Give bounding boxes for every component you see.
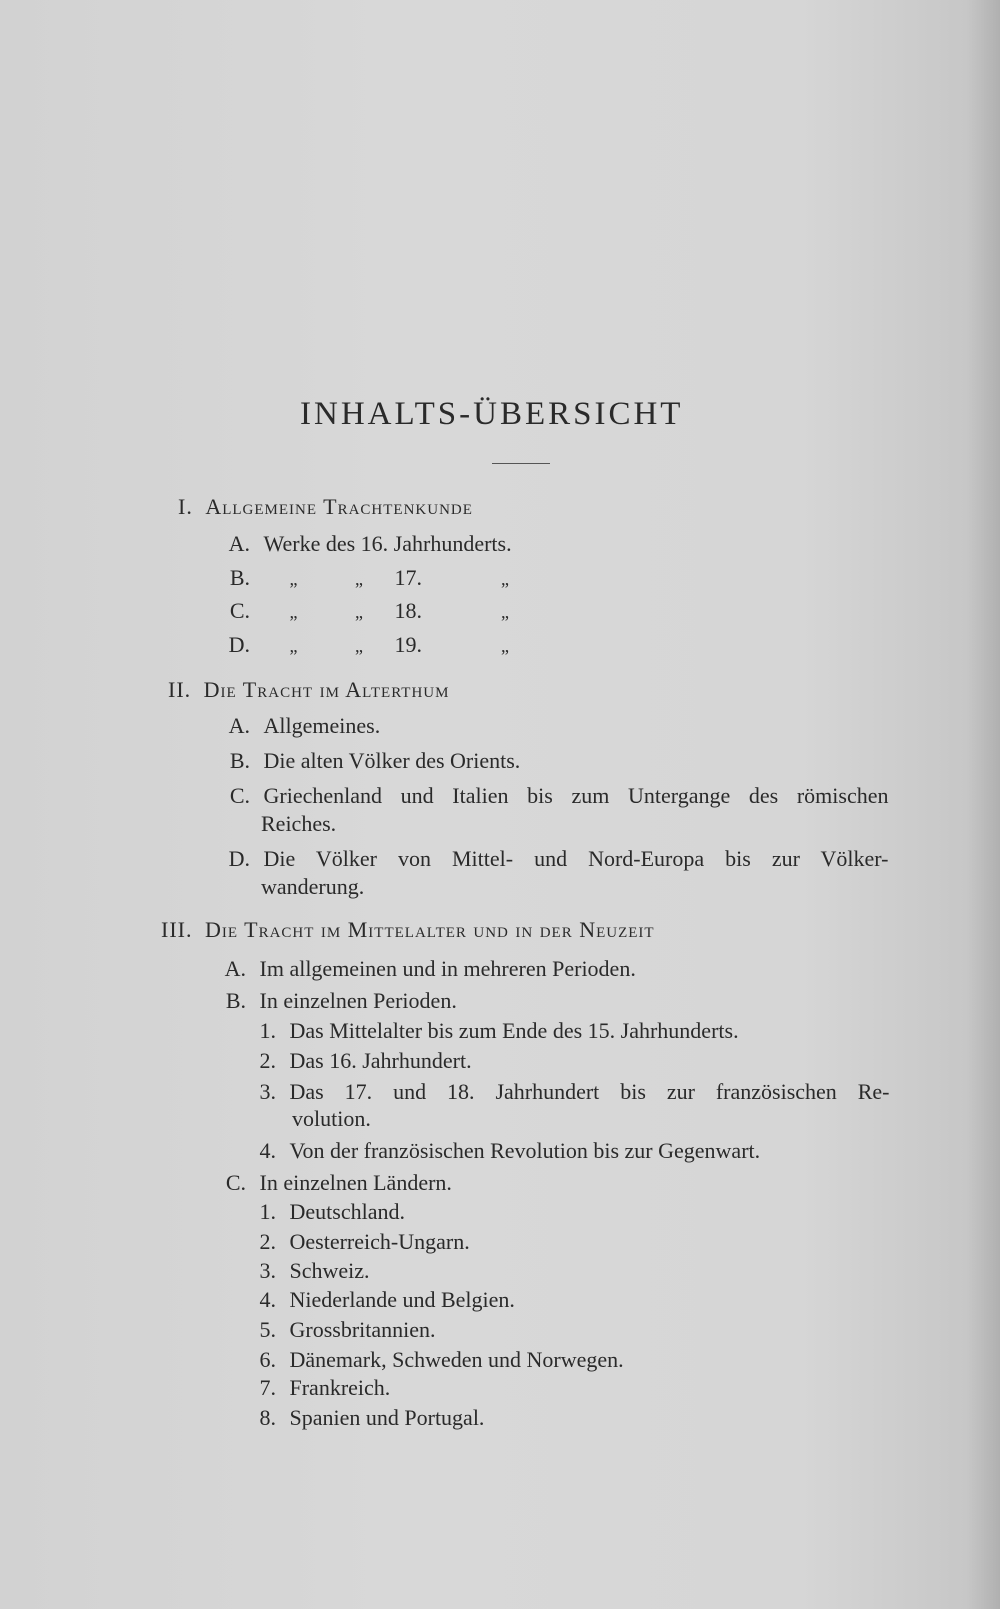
ditto-mark: „: [355, 602, 363, 622]
toc-subentry: [254, 1199, 405, 1225]
toc-entry: [222, 748, 520, 774]
toc-subentry: [254, 1375, 390, 1401]
toc-subentry: [254, 1258, 370, 1284]
toc-entry: [218, 1170, 452, 1196]
entry-text: Die Völker von Mittel- und Nord-Europa bis zur Völker-: [263, 846, 889, 871]
century: 19.: [394, 632, 422, 657]
ditto-mark: „: [289, 636, 298, 656]
toc-entry: [222, 846, 889, 872]
entry-letter: B.: [225, 988, 246, 1013]
subentry-number: 5.: [259, 1317, 276, 1342]
toc-subentry: [254, 1018, 739, 1044]
page-edge-shadow: [966, 0, 1000, 1609]
toc-entry: [222, 565, 520, 592]
subentry-continuation: volution.: [292, 1106, 371, 1131]
subentry-text: Spanien und Portugal.: [289, 1405, 485, 1430]
toc-subentry: [254, 1347, 624, 1373]
subentry-text: Grossbritannien.: [289, 1317, 436, 1342]
subentry-text: Oesterreich-Ungarn.: [289, 1229, 470, 1254]
entry-text: In einzelnen Perioden.: [259, 988, 457, 1013]
subentry-text: Schweiz.: [289, 1258, 370, 1283]
toc-entry: [222, 598, 520, 625]
entry-text: Werke des 16. Jahrhunderts.: [263, 531, 512, 556]
century: 17.: [394, 565, 422, 590]
subentry-number: 1.: [259, 1018, 276, 1043]
entry-letter: B.: [229, 565, 250, 590]
section-heading-3: [161, 917, 655, 943]
subentry-number: 2.: [259, 1229, 276, 1254]
toc-entry: [218, 988, 457, 1014]
subentry-text: Frankreich.: [289, 1375, 391, 1400]
toc-entry: [222, 632, 520, 659]
subentry-number: 8.: [259, 1405, 276, 1430]
section-heading-2: [168, 677, 449, 703]
subentry-number: 2.: [259, 1048, 276, 1073]
subentry-number: 3.: [259, 1079, 276, 1104]
page-title: INHALTS-ÜBERSICHT: [300, 396, 684, 432]
ditto-mark: „: [501, 636, 509, 656]
entry-text: Im allgemeinen und in mehreren Perioden.: [259, 956, 636, 981]
subentry-number: 4.: [259, 1138, 276, 1163]
section-numeral: I.: [178, 494, 193, 519]
toc-subentry: [254, 1138, 760, 1164]
subentry-number: 7.: [259, 1375, 276, 1400]
entry-letter: A.: [228, 531, 250, 556]
entry-text: Allgemeines.: [263, 713, 381, 738]
entry-letter: A.: [228, 713, 250, 738]
subentry-number: 3.: [259, 1258, 276, 1283]
subentry-text: Von der französischen Revolution bis zur Gegenwart.: [289, 1138, 761, 1163]
entry-text: Griechenland und Italien bis zum Untergange des römischen: [263, 783, 889, 808]
ditto-mark: „: [355, 569, 363, 589]
section-title: Die Tracht im Alterthum: [203, 677, 450, 702]
entry-letter: A.: [224, 956, 246, 981]
section-title: Die Tracht im Mittelalter und in der Neuzeit: [204, 917, 655, 942]
toc-subentry: [254, 1287, 515, 1313]
section-heading-1: [178, 494, 473, 520]
section-numeral: III.: [161, 917, 193, 942]
ditto-mark: „: [289, 602, 298, 622]
title-rule: [492, 463, 550, 464]
subentry-number: 1.: [259, 1199, 276, 1224]
ditto-mark: „: [289, 569, 298, 589]
toc-entry: [222, 531, 512, 557]
entry-letter: B.: [229, 748, 250, 773]
toc-entry: [218, 956, 636, 982]
subentry-number: 4.: [259, 1287, 276, 1312]
subentry-text: Deutschland.: [289, 1199, 405, 1224]
subentry-text: Das 16. Jahrhundert.: [289, 1048, 472, 1073]
toc-subentry: [254, 1048, 472, 1074]
entry-text: Die alten Völker des Orients.: [263, 748, 521, 773]
entry-letter: C.: [229, 598, 250, 623]
toc-subentry: [254, 1079, 890, 1105]
entry-continuation: Reiches.: [261, 811, 337, 836]
subentry-number: 6.: [259, 1347, 276, 1372]
ditto-mark: „: [501, 602, 509, 622]
toc-subentry: [254, 1317, 436, 1343]
ditto-mark: „: [501, 569, 509, 589]
subentry-text: Niederlande und Belgien.: [289, 1287, 515, 1312]
entry-letter: C.: [225, 1170, 246, 1195]
toc-subentry: [254, 1229, 470, 1255]
entry-text: In einzelnen Ländern.: [259, 1170, 452, 1195]
section-title: Allgemeine Trachtenkunde: [205, 494, 473, 519]
toc-subentry: [254, 1405, 484, 1431]
toc-entry: [222, 783, 889, 809]
entry-continuation: wanderung.: [261, 874, 365, 899]
entry-letter: D.: [228, 846, 250, 871]
subentry-text: Das 17. und 18. Jahrhundert bis zur französischen Re-: [289, 1079, 890, 1104]
century: 18.: [394, 598, 422, 623]
entry-letter: C.: [229, 783, 250, 808]
subentry-text: Das Mittelalter bis zum Ende des 15. Jahrhunderts.: [289, 1018, 739, 1043]
toc-entry: [222, 713, 380, 739]
entry-letter: D.: [228, 632, 250, 657]
ditto-mark: „: [355, 636, 363, 656]
section-numeral: II.: [168, 677, 192, 702]
subentry-text: Dänemark, Schweden und Norwegen.: [289, 1347, 624, 1372]
